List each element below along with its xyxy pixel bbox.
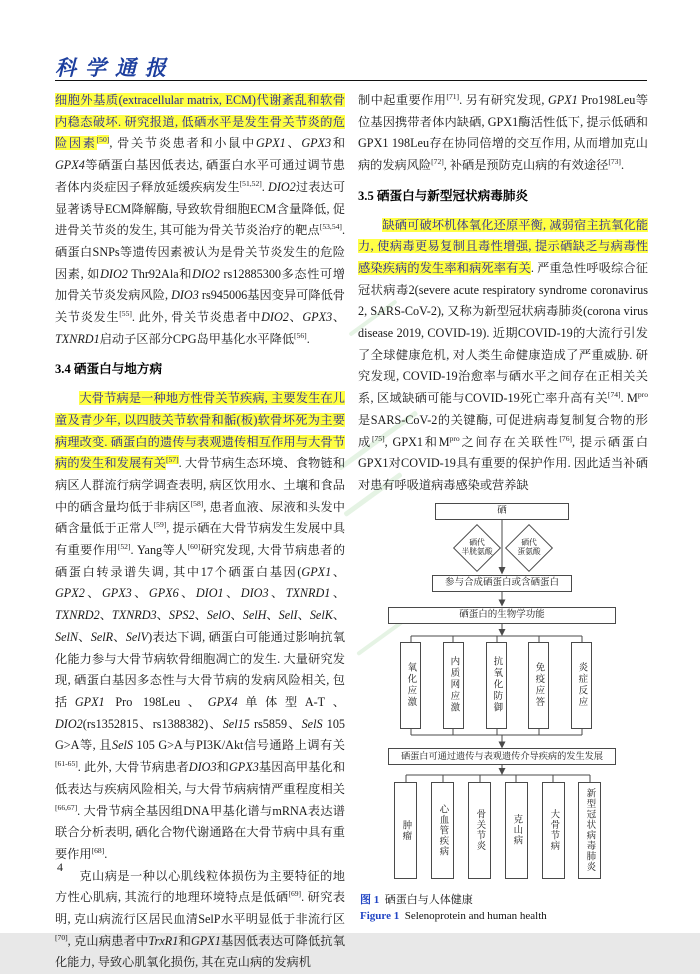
figure-caption-zh-text: 硒蛋白与人体健康 [384, 893, 473, 906]
page-number: 4 [57, 860, 63, 874]
fig-node-selenium: 硒 [435, 503, 569, 520]
paragraph-keshan-continued: 制中起重要作用[71]. 另有研究发现, GPX1 Pro198Leu等位基因携带者体内缺硒, GPX1酶活性低下, 提示低硒和GPX1 198Leu存在协同倍增的交互作用, 从而增加克山病的发病风险[72], 补硒是预防克山病的有效途径[73]. [358, 91, 649, 173]
journal-logo: 科学通报 [55, 56, 175, 80]
fig-node-osteoarthritis: 骨关节炎 [468, 782, 491, 879]
fig-node-mediation: 硒蛋白可通过遗传与表观遗传介导疾病的发生发展 [388, 748, 616, 765]
fig-node-selenomethionine-label: 硒代 蛋氨酸 [517, 537, 541, 556]
figure-caption-en-label: Figure 1 [360, 909, 400, 922]
fig-node-cardiovascular: 心血管疾病 [431, 782, 454, 879]
paragraph-covid: 缺硒可破坏机体氧化还原平衡, 减弱宿主抗氧化能力, 使病毒更易复制且毒性增强, 提示硒缺乏与病毒性感染疾病的发生率和病死率有关. 严重急性呼吸综合征冠状病毒2(severe acute respiratory syndrome coronavirus 2, SARS-CoV-2), 又称为新型冠状病毒肺炎(corona virus disease 2019, COVID-19). 近期COVID-19的大流行引发了全球健康危机, 对人类生命健康造成了严重威胁. 研究发现, COVID-19治愈率与硒水平之间存在正相关关系, 区域缺硒可能与COVID-19死亡率升高有关[74]. $M^{pro}$是SARS-CoV-2的关键酶, 可促进病毒复制复合物的形成[75], GPX1和$M^{pro}$之间存在关联性[76], 提示硒蛋白GPX1对COVID-19具有重要的保护作用. 因此适当补硒对患有呼吸道病毒感染或营养缺 [358, 217, 649, 492]
fig-node-tumor: 肿瘤 [394, 782, 417, 879]
fig-node-antioxidant: 抗氧化防御 [486, 642, 507, 729]
fig-node-synthesis: 参与合成硒蛋白或含硒蛋白 [432, 575, 572, 592]
left-column [55, 90, 345, 974]
figure-caption-en [360, 908, 648, 924]
figure-1-diagram [388, 503, 618, 883]
article-body [55, 90, 648, 974]
fig-node-keshan-disease: 克山病 [505, 782, 528, 879]
paragraph-keshan: 克山病是一种以心肌线粒体损伤为主要特征的地方性心肌病, 其流行的地理环境特点是低硒[69]. 研究表明, 克山病流行区居民血清SelP水平明显低于非流行区[70], 克山病患者中TrxR1和GPX1基因低表达可降低抗氧化能力, 导致心肌氧化损伤, 其在克山病的发病机 [55, 868, 346, 970]
header-rule [55, 80, 647, 81]
fig-node-inflammation: 炎症反应 [571, 642, 592, 729]
fig-node-selenocysteine-label: 硒代 半胱氨酸 [461, 537, 493, 556]
figure-caption-zh-label: 图 1 [360, 893, 380, 906]
figure-caption [360, 892, 648, 924]
figure-caption-zh [360, 892, 648, 908]
right-column [358, 90, 648, 974]
figure-caption-en-text: Selenoprotein and human health [404, 909, 547, 922]
paragraph-kashin-beck: 大骨节病是一种地方性骨关节疾病, 主要发生在儿童及青少年, 以四肢关节软骨和骺(板)软骨坏死为主要病理改变. 硒蛋白的遗传与表观遗传相互作用与大骨节病的发生和发展有关[57]. 大骨节病生态环境、食物链和病区人群流行病学调查表明, 病区饮用水、土壤和食品中的硒含量均低于非病区[58], 患者血液、尿液和头发中硒含量低于正常人[59], 提示硒在大骨节病发生发展中具有重要作用[52]. Yang等人[60]研究发现, 大骨节病患者的硒蛋白转录谱失调, 其中17个硒蛋白基因(GPX1、GPX2、GPX3、GPX6、DIO1、DIO3、TXNRD1、TXNRD2、TXNRD3、SPS2、SelO、SelH、SelI、SelK、SelN、SelR、SelV)表达下调, 硒蛋白可能通过影响抗氧化能力参与大骨节病软骨细胞凋亡的发生. 大量研究发现, 硒蛋白基因多态性与大骨节病的发病风险相关, 包括GPX1 Pro 198Leu、GPX4单体型A-T、DIO2(rs1352815、rs1388382)、Sel15 rs5859、SelS 105 G>A等, 且SelS 105 G>A与PI3K/Akt信号通路上调有关[61-65]. 此外, 大骨节病患者DIO3和GPX3基因高甲基化和低表达与疾病风险相关, 与大骨节病病情严重程度相关[66,67]. 大骨节病全基因组DNA甲基化谱与mRNA表达谱联合分析表明, 硒化合物代谢通路在大骨节病中具有重要作用[68]. [55, 391, 346, 861]
paragraph-osteoarthritis: 细胞外基质(extracellular matrix, ECM)代谢紊乱和软骨内稳态破坏. 研究报道, 低硒水平是发生骨关节炎的危险因素[50], 骨关节炎患者和小鼠中GPX1、GPX3和GPX4等硒蛋白基因低表达, 硒蛋白水平可通过调节患者体内炎症因子释放延缓疾病发生[51,52]. DIO2过表达可显著诱导ECM降解酶, 导致软骨细胞ECM含量降低, 促进骨关节炎的发生, 其可能为骨关节炎治疗的靶点[53,54]. 硒蛋白SNPs等遗传因素被认为是骨关节炎发生的危险因素, 如DIO2 Thr92Ala和DIO2 rs12885300多态性可增加骨关节炎发病风险, DIO3 rs945006基因变异可降低骨关节炎发生[55]. 此外, 骨关节炎患者中DIO2、GPX3、TXNRD1启动子区部分CPG岛甲基化水平降低[56]. [55, 93, 346, 346]
fig-node-er-stress: 内质网应激 [443, 642, 464, 729]
fig-node-covid19: 新型冠状病毒肺炎 [578, 782, 601, 879]
section-heading-3-5: 3.5 硒蛋白与新型冠状病毒肺炎 [358, 188, 529, 203]
fig-node-kashin-beck: 大骨节病 [542, 782, 565, 879]
fig-node-biofunction: 硒蛋白的生物学功能 [388, 607, 616, 624]
fig-node-immune-response: 免疫应答 [528, 642, 549, 729]
fig-node-oxidative-stress: 氧化应激 [400, 642, 421, 729]
section-heading-3-4: 3.4 硒蛋白与地方病 [55, 362, 163, 377]
